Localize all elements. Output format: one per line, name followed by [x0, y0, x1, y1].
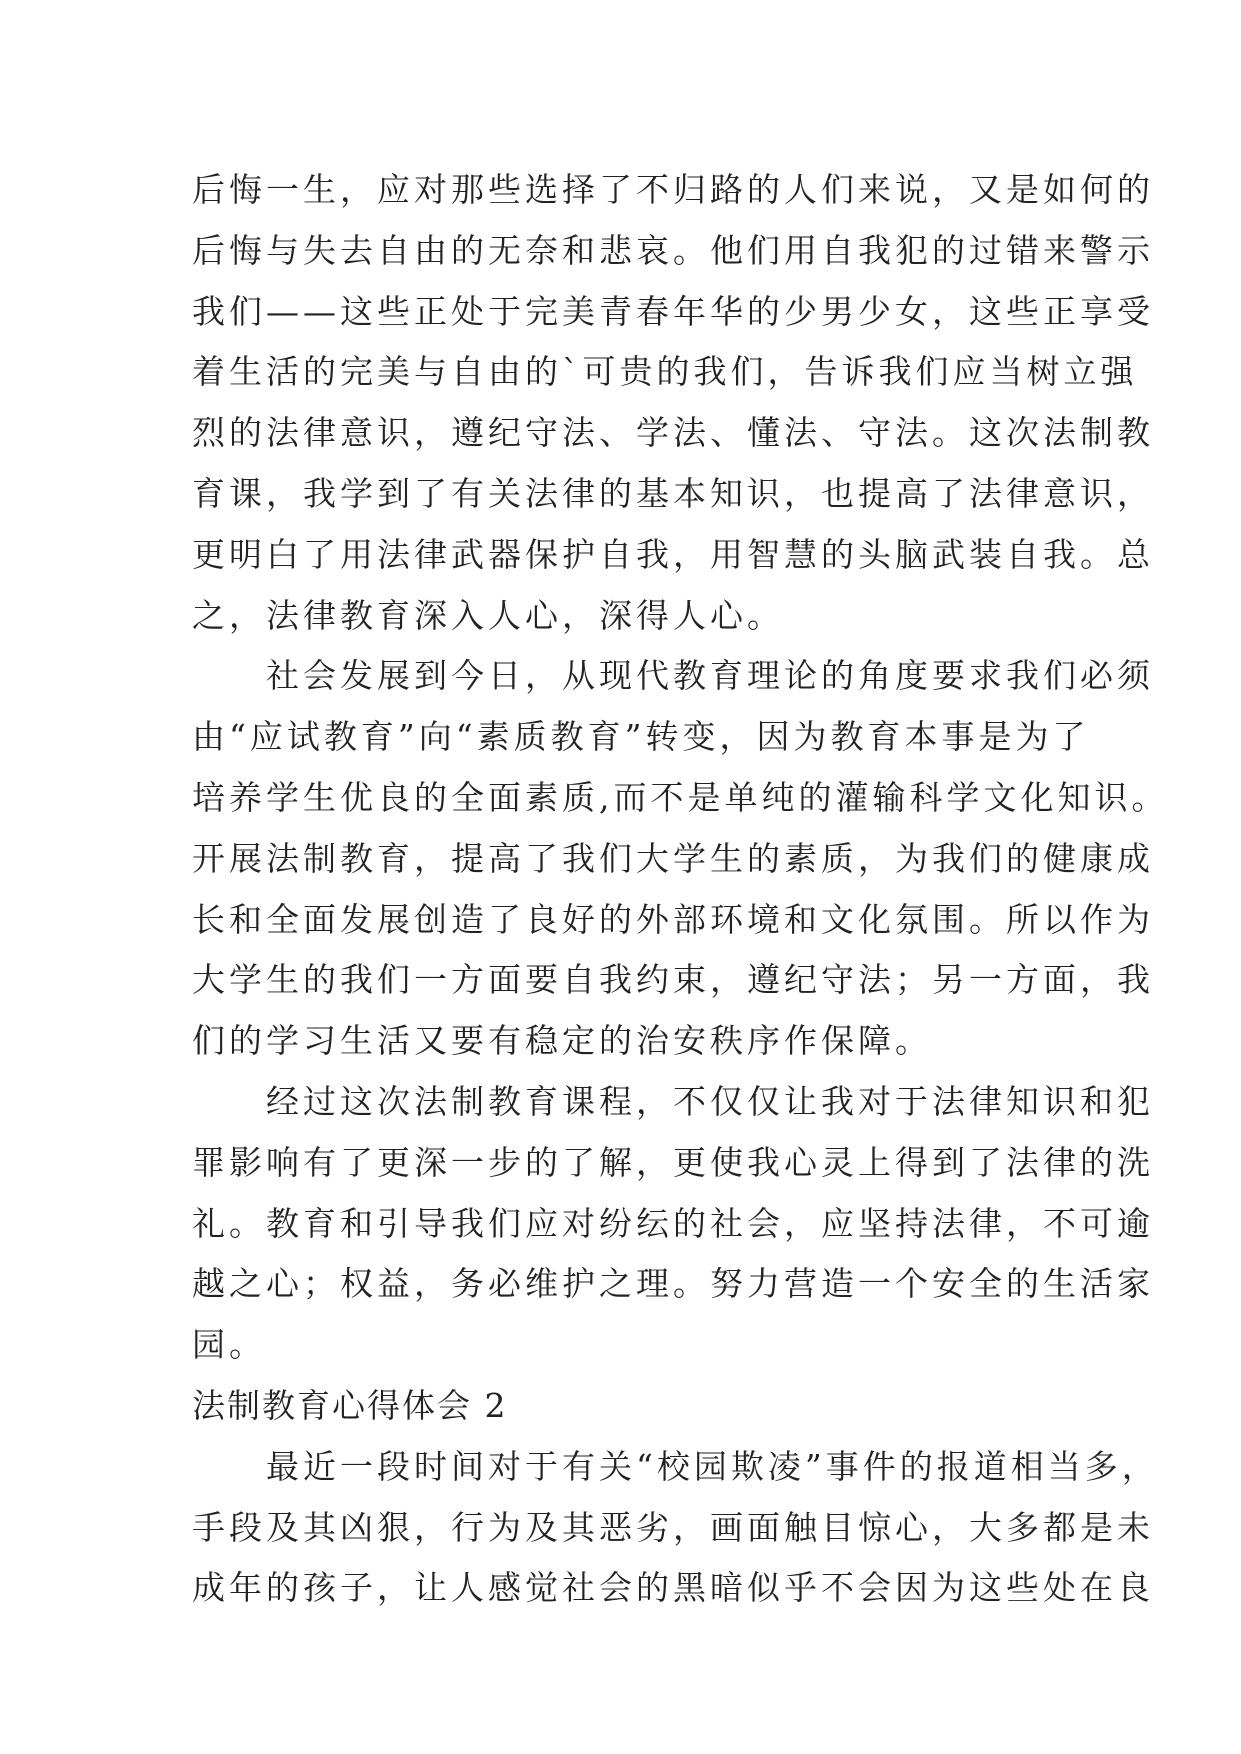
text-line: 社会发展到今日，从现代教育理论的角度要求我们必须	[192, 656, 1154, 696]
text-line: 礼。教育和引导我们应对纷纭的社会，应坚持法律，不可逾	[192, 1203, 1154, 1243]
text-line: 更明白了用法律武器保护自我，用智慧的头脑武装自我。总	[192, 534, 1154, 574]
text-line: 育课，我学到了有关法律的基本知识，也提高了法律意识，	[192, 473, 1154, 513]
text-line: 最近一段时间对于有关“校园欺凌”事件的报道相当多，	[192, 1446, 1159, 1486]
text-line: 手段及其凶狠，行为及其恶劣，画面触目惊心，大多都是未	[192, 1507, 1154, 1547]
text-line: 成年的孩子，让人感觉社会的黑暗似乎不会因为这些处在良	[192, 1568, 1154, 1608]
text-line: 经过这次法制教育课程，不仅仅让我对于法律知识和犯	[192, 1081, 1154, 1121]
text-line: 我们——这些正处于完美青春年华的少男少女，这些正享受	[192, 291, 1154, 331]
text-line: 着生活的完美与自由的`可贵的我们，告诉我们应当树立强	[192, 352, 1138, 392]
text-line: 越之心；权益，务必维护之理。努力营造一个安全的生活家	[192, 1264, 1154, 1304]
text-line: 园。	[192, 1325, 266, 1365]
text-line: 长和全面发展创造了良好的外部环境和文化氛围。所以作为	[192, 899, 1154, 939]
text-line: 培养学生优良的全面素质,而不是单纯的灌输科学文化知识。	[192, 777, 1169, 817]
document-body	[192, 160, 1169, 1619]
text-line: 们的学习生活又要有稳定的治安秩序作保障。	[192, 1021, 932, 1061]
text-line: 后悔与失去自由的无奈和悲哀。他们用自我犯的过错来警示	[192, 230, 1154, 270]
text-line: 由“应试教育”向“素质教育”转变，因为教育本事是为了	[192, 717, 1090, 757]
text-line: 后悔一生，应对那些选择了不归路的人们来说，又是如何的	[192, 170, 1154, 209]
text-line: 开展法制教育，提高了我们大学生的素质，为我们的健康成	[192, 838, 1154, 878]
text-line: 烈的法律意识，遵纪守法、学法、懂法、守法。这次法制教	[192, 413, 1154, 453]
text-line: 大学生的我们一方面要自我约束，遵纪守法；另一方面，我	[192, 960, 1154, 1000]
text-line: 罪影响有了更深一步的了解，更使我心灵上得到了法律的洗	[192, 1142, 1154, 1182]
section-heading: 法制教育心得体会 2	[192, 1385, 508, 1425]
text-line: 之，法律教育深入人心，深得人心。	[192, 595, 784, 635]
